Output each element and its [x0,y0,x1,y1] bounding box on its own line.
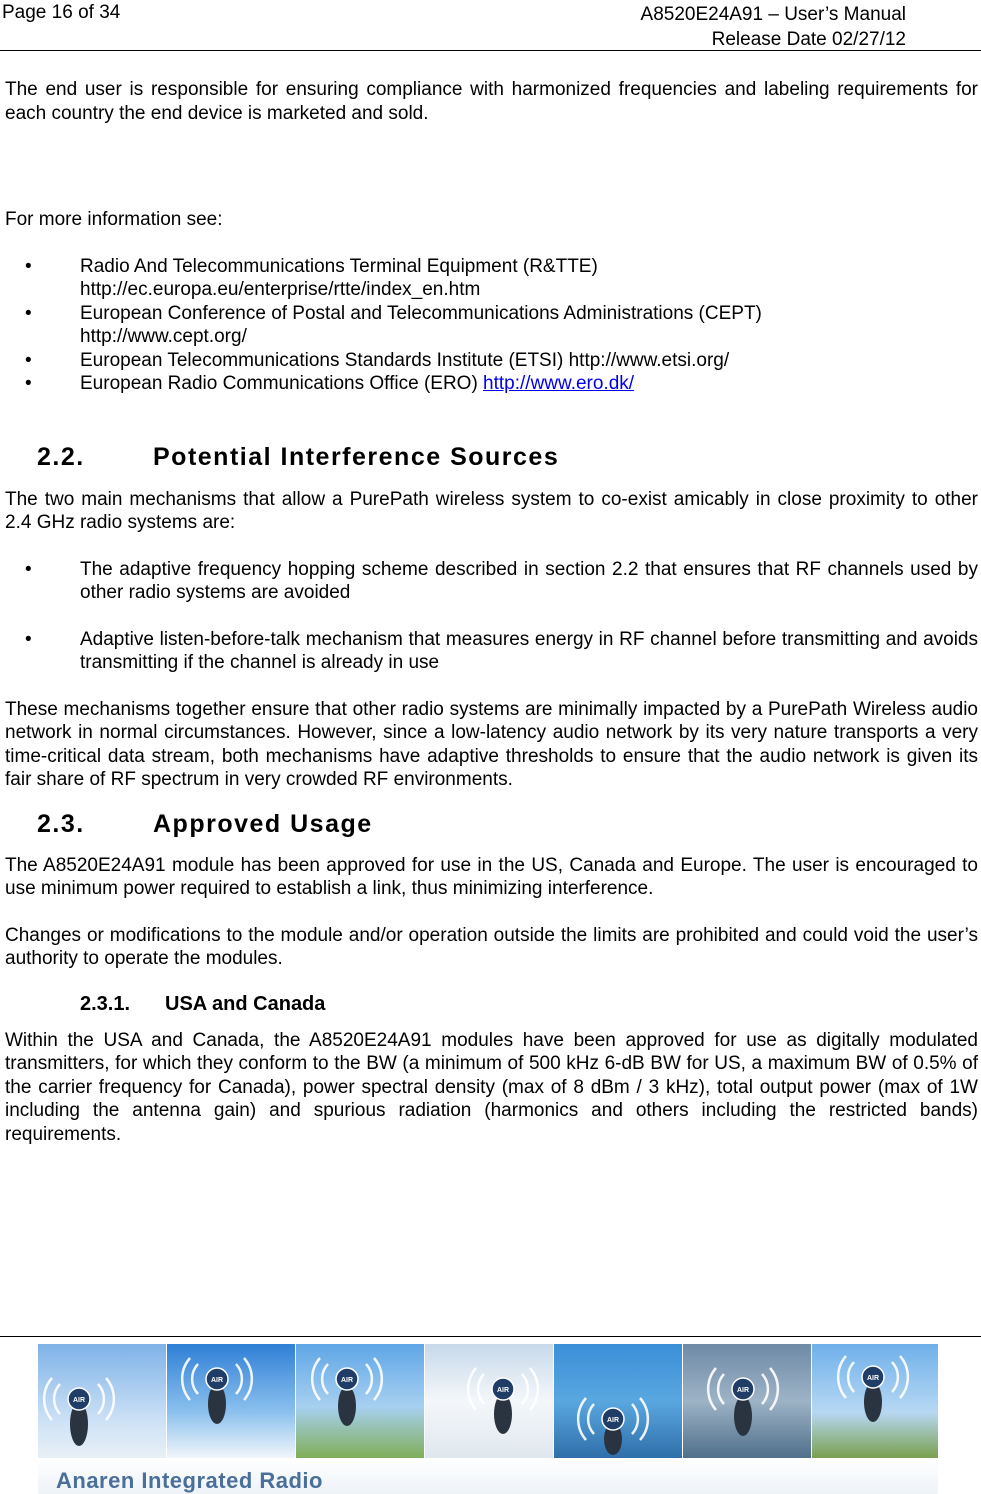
list-item-url: http://ec.europa.eu/enterprise/rtte/index_en.htm [80,279,481,300]
page-header [0,0,981,51]
list-item-text: European Conference of Postal and Telecommunications Administrations (CEPT) [80,302,762,324]
list-item [5,349,978,373]
bullet-icon: • [25,302,32,324]
bullet-icon: • [25,373,32,394]
manual-title: A8520E24A91 – User’s Manual [640,4,906,25]
list-item [5,302,978,349]
more-info-label: For more information see: [5,209,223,230]
anaren-logo-text: Anaren Integrated Radio [56,1468,323,1493]
paragraph: These mechanisms together ensure that other radio systems are minimally impacted by a PurePath Wireless audio network in normal circumstances. However, since a low-latency audio network by its very nature transports a very time-critical data stream, both mechanisms have adaptive thresholds to ensure that the audio network is given its fair share of RF spectrum in very crowded RF environments. [5,698,978,790]
section-number: 2.3.1. [80,992,131,1015]
air-badge-label: AIR [496,1387,510,1394]
air-badge-label: AIR [72,1397,86,1404]
page-content [5,78,978,1146]
air-badge-label: AIR [606,1417,620,1424]
air-badge-label: AIR [210,1377,224,1384]
bullet-icon: • [25,349,32,371]
bullet-icon: • [25,628,32,650]
section-number: 2.3. [37,809,85,838]
section-title: USA and Canada [165,992,326,1015]
footer-banner [38,1344,938,1494]
list-item [5,558,978,605]
section-heading-2-3 [5,810,978,842]
list-item [5,372,978,396]
paragraph: Within the USA and Canada, the A8520E24A91 modules have been approved for use as digitally modulated transmitters, for which they conform to the BW (a minimum of 500 kHz 6-dB BW for US, a maximum BW of 0.5% of the carrier frequency for Canada), power spectral density (max of 8 dBm / 3 kHz), total output power (max of 1W including the antenna gain) and spurious radiation (harmonics and others including the restricted bands) requirements. [5,1029,978,1145]
paragraph: The two main mechanisms that allow a PurePath wireless system to co-exist amicably in close proximity to other 2.4 GHz radio systems are: [5,488,978,533]
document-title [641,2,906,52]
section-heading-2-3-1 [5,993,978,1019]
air-badge-label: AIR [340,1377,354,1384]
air-badge-label: AIR [736,1387,750,1394]
paragraph: Changes or modifications to the module and/or operation outside the limits are prohibited and could void the user’s authority to operate the modules. [5,924,978,969]
section-heading-2-2 [5,443,978,475]
paragraph: The A8520E24A91 module has been approved for use in the US, Canada and Europe. The user is encouraged to use minimum power required to establish a link, thus minimizing interference. [5,854,978,899]
list-item-url: http://www.cept.org/ [80,326,247,347]
page-number: Page 16 of 34 [2,2,121,23]
ero-link[interactable]: http://www.ero.dk/ [483,373,635,394]
compliance-paragraph: The end user is responsible for ensuring compliance with harmonized frequencies and labeling requirements for each country the end device is marketed and sold. [5,79,978,124]
release-date: Release Date 02/27/12 [711,29,906,50]
list-item-text: Radio And Telecommunications Terminal Equipment (R&TTE) [80,255,598,277]
footer-divider [0,1336,981,1337]
list-item-text: European Radio Communications Office (ERO) [80,373,484,394]
section-title: Approved Usage [153,809,373,838]
bullet-icon: • [25,558,32,580]
list-item [5,628,978,675]
section-number: 2.2. [37,442,85,471]
banner-graphics [38,1344,938,1458]
section-title: Potential Interference Sources [153,442,560,471]
list-item-text: Adaptive listen-before-talk mechanism that measures energy in RF channel before transmitting and avoids transmitting if the channel is already in use [80,628,978,673]
air-badge-label: AIR [866,1375,880,1382]
list-item [5,255,978,302]
bullet-icon: • [25,255,32,277]
list-item-text: European Telecommunications Standards Institute (ETSI) http://www.etsi.org/ [80,349,730,371]
list-item-text: The adaptive frequency hopping scheme described in section 2.2 that ensures that RF channels used by other radio systems are avoided [80,558,978,603]
